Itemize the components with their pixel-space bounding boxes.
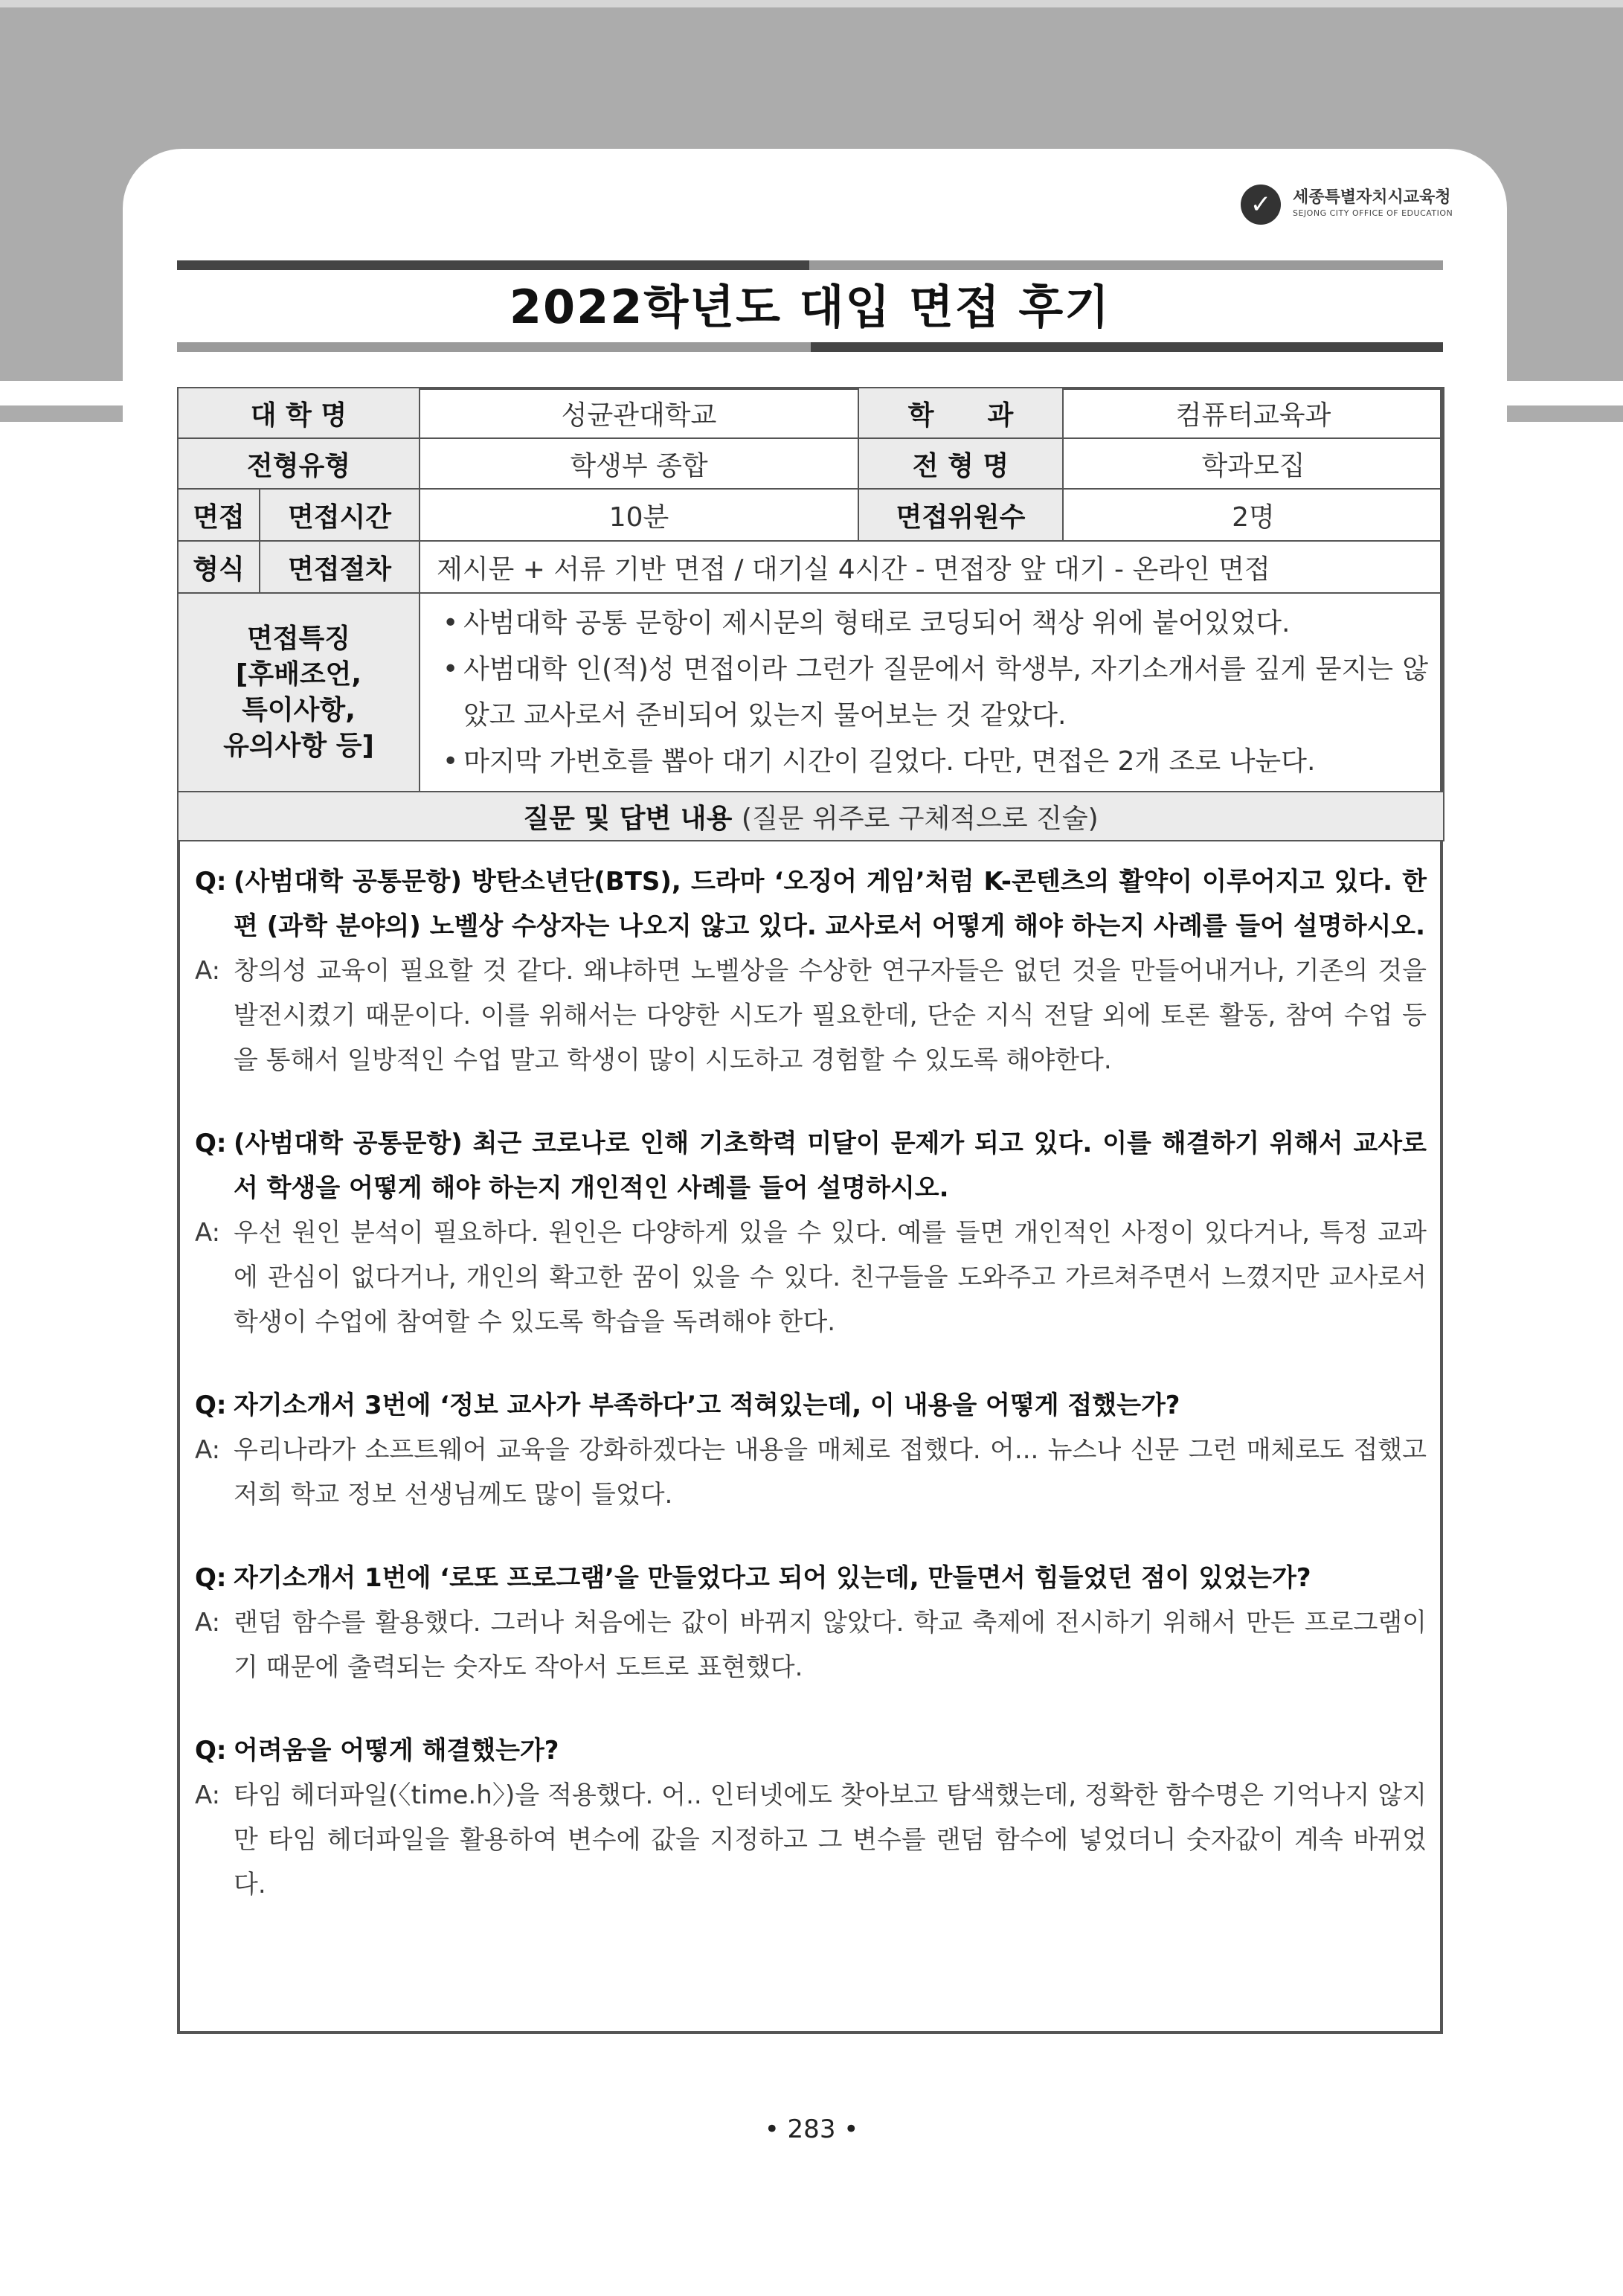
name-value: 학과모집 xyxy=(1063,438,1444,489)
question-text: (사범대학 공통문항) 방탄소년단(BTS), 드라마 ‘오징어 게임’처럼 K-콘텐츠의 활약이 이루어지고 있다. 한편 (과학 분야의) 노벨상 수상자는 나오지 않고 있다. 교사로서 어떻게 해야 하는지 사례를 들어 설명하시오. xyxy=(234,867,1427,941)
right-side-stripe xyxy=(1507,405,1623,422)
question-prefix: Q: xyxy=(195,1129,227,1158)
feature-label-cell xyxy=(178,593,420,792)
time-value: 10분 xyxy=(420,489,858,541)
qa-item xyxy=(195,1383,1427,1517)
format-label-2: 형식 xyxy=(178,541,260,593)
qa-section-header xyxy=(178,792,1444,841)
dept-label: 학 과 xyxy=(858,388,1063,438)
format-label-1: 면접 xyxy=(178,489,260,541)
title-bottom-rule xyxy=(177,342,1443,352)
question-text: 어려움을 어떻게 해결했는가? xyxy=(234,1736,559,1766)
answer xyxy=(195,1428,1427,1517)
sejong-emblem-icon: ✓ xyxy=(1241,185,1281,225)
type-value: 학생부 종합 xyxy=(420,438,858,489)
question-text: 자기소개서 3번에 ‘정보 교사가 부족하다’고 적혀있는데, 이 내용을 어떻게 접했는가? xyxy=(234,1391,1180,1420)
feature-sub-2: 특이사항, xyxy=(242,694,356,725)
question-prefix: Q: xyxy=(195,1736,227,1766)
answer-prefix: A: xyxy=(195,1780,221,1810)
answer-prefix: A: xyxy=(195,1435,221,1465)
name-label: 전 형 명 xyxy=(858,438,1063,489)
logo-english-text: SEJONG CITY OFFICE OF EDUCATION xyxy=(1293,208,1453,218)
answer-text: 우리나라가 소프트웨어 교육을 강화하겠다는 내용을 매체로 접했다. 어... 뉴스나 신문 그런 매체로도 접했고 저희 학교 정보 선생님께도 많이 들었다. xyxy=(234,1435,1427,1510)
title-top-rule xyxy=(177,260,1443,270)
feature-list-cell xyxy=(420,593,1444,792)
feature-sub-3: 유의사항 등] xyxy=(223,730,374,761)
qa-list xyxy=(195,859,1427,1946)
answer-text: 타임 헤더파일(〈time.h〉)을 적용했다. 어.. 인터넷에도 찾아보고 탐색했는데, 정확한 함수명은 기억나지 않지만 타임 헤더파일을 활용하여 변수에 값을 지정하고 그 변수를 랜덤 함수에 넣었더니 숫자값이 계속 바뀌었다. xyxy=(234,1780,1427,1899)
question-text: (사범대학 공통문항) 최근 코로나로 인해 기초학력 미달이 문제가 되고 있다. 이를 해결하기 위해서 교사로서 학생을 어떻게 해야 하는지 개인적인 사례를 들어 설명하시오. xyxy=(234,1129,1427,1203)
qa-item xyxy=(195,1556,1427,1690)
type-label: 전형유형 xyxy=(178,438,420,489)
answer xyxy=(195,1600,1427,1690)
answer xyxy=(195,1210,1427,1344)
logo-korean-text: 세종특별자치시교육청 xyxy=(1293,188,1451,207)
answer-prefix: A: xyxy=(195,1218,221,1248)
question xyxy=(195,1121,1427,1210)
feature-item: • 사범대학 인(적)성 면접이라 그런가 질문에서 학생부, 자기소개서를 깊게 묻지는 않았고 교사로서 준비되어 있는지 물어보는 것 같았다. xyxy=(443,647,1428,739)
question-prefix: Q: xyxy=(195,1563,227,1593)
feature-label: 면접특징 xyxy=(246,623,351,654)
answer xyxy=(195,1773,1427,1907)
page-title: 2022학년도 대입 면접 후기 xyxy=(509,280,1111,334)
panel-label: 면접위원수 xyxy=(858,489,1063,541)
answer-prefix: A: xyxy=(195,956,221,986)
question-prefix: Q: xyxy=(195,867,227,897)
qa-item xyxy=(195,1121,1427,1344)
answer-text: 랜덤 함수를 활용했다. 그러나 처음에는 값이 바뀌지 않았다. 학교 축제에 전시하기 위해서 만든 프로그램이기 때문에 출력되는 숫자도 작아서 도트로 표현했다. xyxy=(234,1608,1427,1682)
qa-item xyxy=(195,859,1427,1083)
univ-value: 성균관대학교 xyxy=(420,388,858,438)
time-label: 면접시간 xyxy=(260,489,420,541)
question xyxy=(195,1556,1427,1600)
question xyxy=(195,859,1427,949)
qa-item xyxy=(195,1728,1427,1907)
answer-text: 우선 원인 분석이 필요하다. 원인은 다양하게 있을 수 있다. 예를 들면 개인적인 사정이 있다거나, 특정 교과에 관심이 없다거나, 개인의 확고한 꿈이 있을 수 있다. 친구들을 도와주고 가르쳐주면서 느꼈지만 교사로서 학생이 수업에 참여할 수 있도록 학습을 독려해야 한다. xyxy=(234,1218,1427,1337)
feature-sub-1: [후배조언, xyxy=(235,658,362,690)
answer-text: 창의성 교육이 필요할 것 같다. 왜냐하면 노벨상을 수상한 연구자들은 없던 것을 만들어내거나, 기존의 것을 발전시켰기 때문이다. 이를 위해서는 다양한 시도가 필요한데, 단순 지식 전달 외에 토론 활동, 참여 수업 등을 통해서 일방적인 수업 말고 학생이 많이 시도하고 경험할 수 있도록 해야한다. xyxy=(234,956,1427,1075)
question-text: 자기소개서 1번에 ‘로또 프로그램’을 만들었다고 되어 있는데, 만들면서 힘들었던 점이 있었는가? xyxy=(234,1563,1311,1593)
feature-item: • 사범대학 공통 문항이 제시문의 형태로 코딩되어 책상 위에 붙어있었다. xyxy=(443,600,1428,647)
procedure-label: 면접절차 xyxy=(260,541,420,593)
question xyxy=(195,1728,1427,1773)
univ-label: 대 학 명 xyxy=(178,388,420,438)
left-side-stripe xyxy=(0,405,123,422)
dept-value: 컴퓨터교육과 xyxy=(1063,388,1444,438)
page-number: • 283 • xyxy=(764,2114,859,2144)
question xyxy=(195,1383,1427,1428)
feature-list xyxy=(420,600,1443,785)
procedure-value: 제시문 + 서류 기반 면접 / 대기실 4시간 - 면접장 앞 대기 - 온라인 면접 xyxy=(420,541,1444,593)
question-prefix: Q: xyxy=(195,1391,227,1420)
answer-prefix: A: xyxy=(195,1608,221,1638)
qa-header-text: 질문 및 답변 내용 xyxy=(523,803,733,834)
answer xyxy=(195,949,1427,1083)
panel-value: 2명 xyxy=(1063,489,1444,541)
feature-item: • 마지막 가번호를 뽑아 대기 시간이 길었다. 다만, 면접은 2개 조로 나눈다. xyxy=(443,739,1428,785)
qa-header-subtext: (질문 위주로 구체적으로 진술) xyxy=(741,803,1099,834)
interview-info-table xyxy=(177,387,1444,841)
top-edge-line xyxy=(0,0,1623,7)
